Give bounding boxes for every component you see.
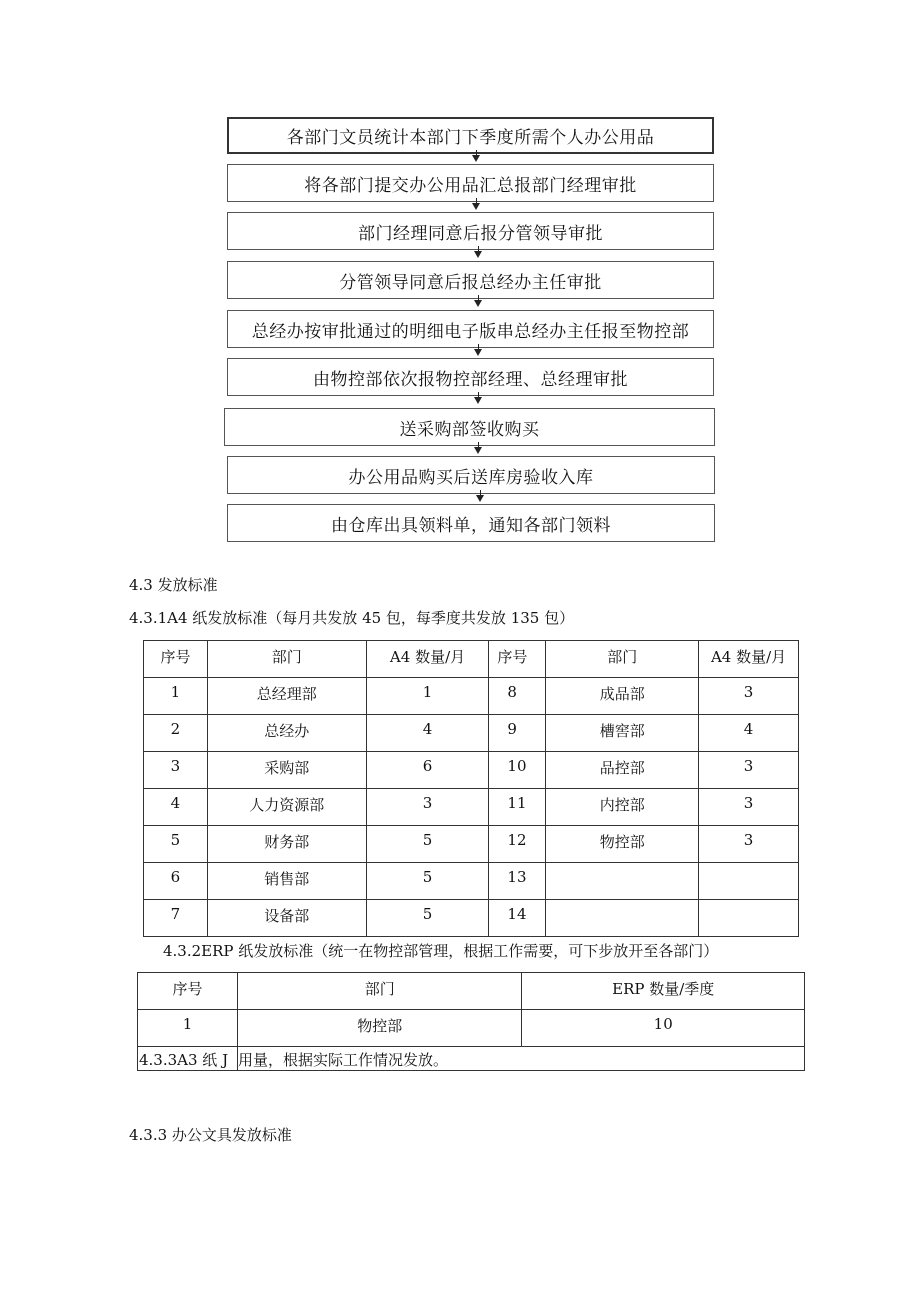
table-row [144, 715, 799, 752]
table-cell: 5 [144, 826, 208, 863]
flow-arrow-icon [474, 349, 482, 356]
table-cell: 3 [366, 789, 489, 826]
table-header-cell: 序号 [489, 641, 546, 678]
table-cell: 内控部 [546, 789, 699, 826]
table-cell: 6 [144, 863, 208, 900]
table-header-row [138, 973, 805, 1010]
table-row [144, 900, 799, 937]
flow-step-1: 各部门文员统计本部门下季度所需个人办公用品 [227, 117, 714, 154]
flow-arrow-icon [474, 300, 482, 307]
table-cell: 财务部 [207, 826, 366, 863]
flow-arrow-icon [474, 397, 482, 404]
table-cell: 3 [699, 826, 799, 863]
table-cell: 3 [699, 752, 799, 789]
table-header-cell: 部门 [546, 641, 699, 678]
table-row [144, 752, 799, 789]
table-cell: 总经办 [207, 715, 366, 752]
flow-arrow-icon [476, 495, 484, 502]
table-row [138, 1010, 805, 1047]
table-cell: 3 [699, 678, 799, 715]
flow-step-8: 办公用品购买后送库房验收入库 [227, 456, 715, 494]
section-4-3-1-title: 4.3.1A4 纸发放标准（每月共发放 45 包，每季度共发放 135 包） [129, 609, 575, 627]
a4-paper-table [143, 640, 799, 937]
table-cell: 14 [489, 900, 546, 937]
table-cell [546, 900, 699, 937]
table-cell: 物控部 [546, 826, 699, 863]
table-cell [699, 863, 799, 900]
table-cell: 7 [144, 900, 208, 937]
table-cell: 5 [366, 900, 489, 937]
flow-step-4: 分管领导同意后报总经办主任审批 [227, 261, 714, 299]
table-cell: 总经理部 [207, 678, 366, 715]
table-row [144, 826, 799, 863]
table-cell: 13 [489, 863, 546, 900]
table-cell: 销售部 [207, 863, 366, 900]
table-cell: 品控部 [546, 752, 699, 789]
table-note-row [138, 1047, 805, 1071]
table-cell: 5 [366, 863, 489, 900]
table-cell [699, 900, 799, 937]
table-header-cell: 序号 [144, 641, 208, 678]
flow-arrow-icon [472, 155, 480, 162]
note-text-cell: 用量，根据实际工作情况发放。 [237, 1047, 804, 1071]
table-cell: 1 [366, 678, 489, 715]
table-cell: 1 [144, 678, 208, 715]
table-cell: 11 [489, 789, 546, 826]
table-cell: 8 [489, 678, 546, 715]
flow-step-7: 送采购部签收购买 [224, 408, 715, 446]
flow-step-5: 总经办按审批通过的明细电子版串总经办主任报至物控部 [227, 310, 714, 348]
note-label-cell: 4.3.3A3 纸 J [138, 1047, 238, 1071]
section-4-3-2-title: 4.3.2ERP 纸发放标准（统一在物控部管理，根据工作需要，可下步放开至各部门） [163, 942, 719, 960]
table-cell: 4 [144, 789, 208, 826]
table-cell: 10 [522, 1010, 805, 1047]
table-cell: 1 [138, 1010, 238, 1047]
section-4-3-title: 4.3 发放标准 [129, 576, 218, 594]
table-cell: 4 [699, 715, 799, 752]
section-4-3-3-title: 4.3.3 办公文具发放标准 [129, 1126, 292, 1144]
table-cell: 2 [144, 715, 208, 752]
table-header-cell: A4 数量/月 [366, 641, 489, 678]
flow-arrow-icon [472, 203, 480, 210]
table-cell [546, 863, 699, 900]
flow-step-3: 部门经理同意后报分管领导审批 [227, 212, 714, 250]
table-header-cell: ERP 数量/季度 [522, 973, 805, 1010]
table-cell: 3 [699, 789, 799, 826]
flowchart [0, 0, 920, 560]
flow-arrow-icon [474, 251, 482, 258]
table-header-cell: 序号 [138, 973, 238, 1010]
table-cell: 物控部 [237, 1010, 521, 1047]
table-cell: 采购部 [207, 752, 366, 789]
flow-arrow-icon [474, 447, 482, 454]
table-header-cell: 部门 [237, 973, 521, 1010]
table-cell: 10 [489, 752, 546, 789]
table-cell: 9 [489, 715, 546, 752]
table-cell: 12 [489, 826, 546, 863]
table-header-row [144, 641, 799, 678]
table-cell: 4 [366, 715, 489, 752]
table-cell: 设备部 [207, 900, 366, 937]
table-row [144, 863, 799, 900]
table-header-cell: 部门 [207, 641, 366, 678]
table-cell: 槽窖部 [546, 715, 699, 752]
table-cell: 5 [366, 826, 489, 863]
flow-step-9: 由仓库出具领料单，通知各部门领料 [227, 504, 715, 542]
table-cell: 成品部 [546, 678, 699, 715]
table-row [144, 678, 799, 715]
flow-step-6: 由物控部依次报物控部经理、总经理审批 [227, 358, 714, 396]
erp-paper-table [137, 972, 805, 1071]
table-cell: 人力资源部 [207, 789, 366, 826]
flow-step-2: 将各部门提交办公用品汇总报部门经理审批 [227, 164, 714, 202]
table-cell: 6 [366, 752, 489, 789]
table-header-cell: A4 数量/月 [699, 641, 799, 678]
table-cell: 3 [144, 752, 208, 789]
table-row [144, 789, 799, 826]
